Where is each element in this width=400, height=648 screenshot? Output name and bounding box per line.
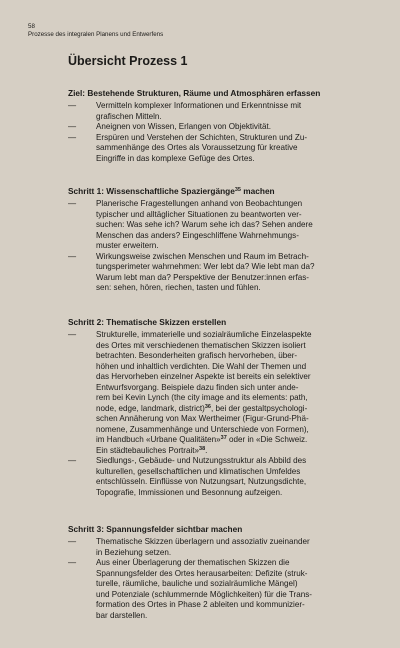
dash-bullet: — <box>68 251 77 261</box>
page-title: Übersicht Prozess 1 <box>68 54 188 68</box>
list-item: — Strukturelle, immaterielle und sozialräumliche Einzelaspekte des Ortes mit verschiedenen thematischen Skizzen isoliert betrachten. Besonderheiten grafisch hervorheben, über- höhen und inhaltlich verdichten. Die Wahl der Themen und das Hervorheben einzelner Aspekte ist bereits ein selektiver Entwurfsvorgang. Beispiele dazu finden sich unter ande- rem bei Kevin Lynch (the city image and its elements: path, node, edge, landmark, district)$^{36}$, bei der gestaltpsychologi- schen Annäherung von Max Wertheimer (Figur-Grund-Phä- nomene, Zusammenhänge und Unterschiede von Formen), im Handbuch «Urbane Qualitäten»$^{37}$ oder in «Die Schweiz. Ein städtebauliches Portrait»$^{38}$. <box>68 330 312 455</box>
dash-bullet: — <box>68 558 77 567</box>
list-item: — Planerische Fragestellungen anhand von Beobachtungen typischer und alltäglicher Situationen zu beantworten ver- suchen: Was sehe ich? Warum sehe ich das? Sehen andere Menschen das anders? Eingeschliffene Wahrnehmungs- muster erweitern. <box>68 199 313 250</box>
footnote-ref: 37 <box>220 435 227 441</box>
section-step-3-list <box>68 537 368 621</box>
page-number: 58 <box>28 23 35 30</box>
footnote-ref: 36 <box>204 403 211 410</box>
dash-bullet: — <box>68 456 77 465</box>
list-item: — Vermitteln komplexer Informationen und Erkenntnisse mit grafischen Mitteln. <box>68 101 302 121</box>
section-step-3 <box>68 524 368 621</box>
footnote-ref: 35 <box>234 187 241 193</box>
running-title: Prozesse des integralen Planens und Entwerfens <box>28 31 164 38</box>
list-item: — Thematische Skizzen überlagern und assoziativ zueinander in Beziehung setzen. <box>68 537 310 557</box>
list-item: — Wirkungsweise zwischen Menschen und Raum im Betrach- tungsperimeter wahrnehmen: Wer lebt da? Wie lebt man da? Warum lebt man da? Perspektive der Benutzer:innen erfas- sen: sehen, hören, riechen, tasten und fühlen. <box>68 251 315 292</box>
list-item: — Erspüren und Verstehen der Schichten, Strukturen und Zu- sammenhänge des Ortes als Voraussetzung für kreative Eingriffe in das komplexe Gefüge des Ortes. <box>68 132 308 163</box>
section-step-1 <box>68 186 368 294</box>
section-goal-list <box>68 101 368 164</box>
list-item: — Siedlungs-, Gebäude- und Nutzungsstruktur als Abbild des kulturellen, gesellschaftlichen und klimatischen Umfeldes entschlüsseln. Einflüsse von Nutzungsart, Nutzungsdichte, Topografie, Immissionen und Besonnung aufzeigen. <box>68 456 307 497</box>
dash-bullet: — <box>68 101 77 110</box>
section-goal-heading: Ziel: Bestehende Strukturen, Räume und Atmosphären erfassen <box>68 88 321 98</box>
section-step-2 <box>68 317 368 498</box>
footnote-ref: 38 <box>199 445 206 452</box>
section-goal <box>68 88 368 164</box>
section-step-1-list <box>68 199 368 294</box>
section-step-1-heading: Schritt 1: Wissenschaftliche Spaziergänge$^{35}$ machen <box>68 186 275 196</box>
section-step-2-heading: Schritt 2: Thematische Skizzen erstellen <box>68 317 227 327</box>
dash-bullet: — <box>68 330 77 339</box>
list-item: — Aneignen von Wissen, Erlangen von Objektivität. <box>68 122 272 131</box>
section-step-2-list <box>68 330 368 498</box>
dash-bullet: — <box>68 537 77 546</box>
dash-bullet: — <box>68 132 77 142</box>
dash-bullet: — <box>68 199 77 208</box>
section-step-3-heading: Schritt 3: Spannungsfelder sichtbar machen <box>68 524 243 534</box>
dash-bullet: — <box>68 122 77 131</box>
list-item: — Aus einer Überlagerung der thematischen Skizzen die Spannungsfelder des Ortes herausarbeiten: Defizite (struk- turelle, räumliche, bauliche und sozialräumliche Mängel) und Potenziale (schlummernde Möglichkeiten) für die Trans- formation des Ortes in Phase 2 ableiten und kommunizier- bar darstellen. <box>68 558 312 620</box>
